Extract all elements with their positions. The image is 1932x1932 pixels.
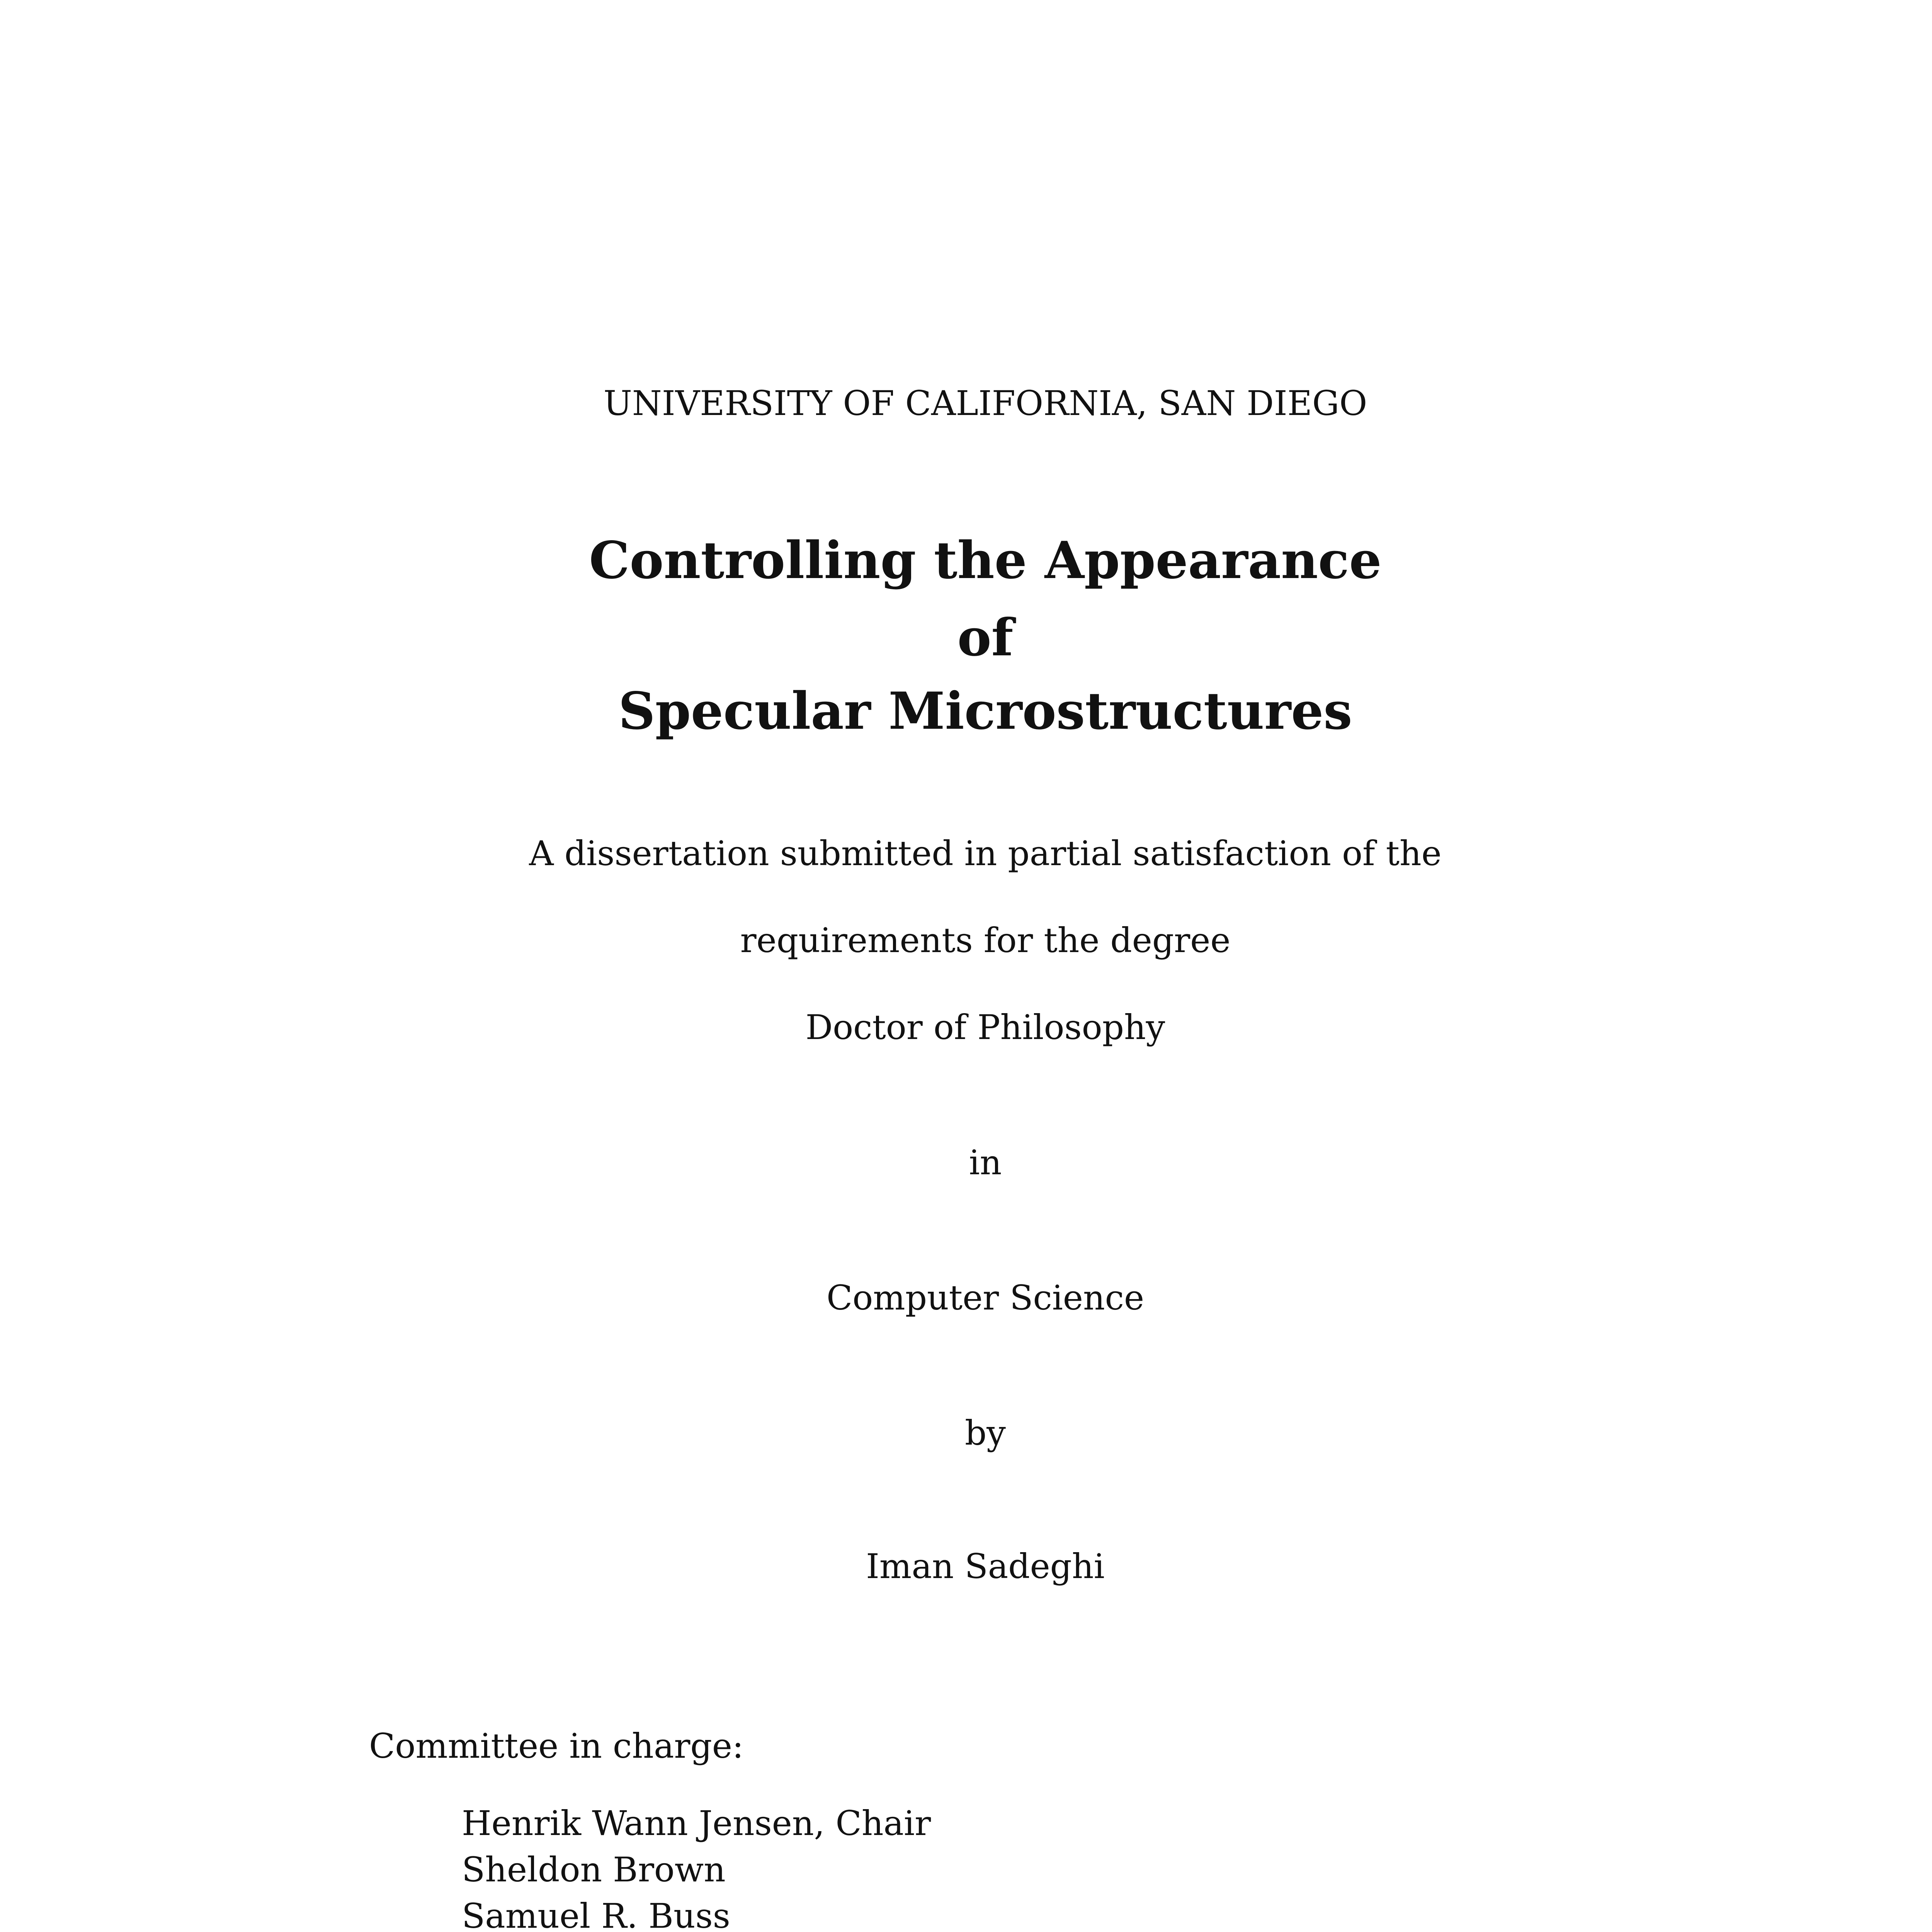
field-name: Computer Science	[826, 1278, 1145, 1318]
submission-statement-line-2: requirements for the degree	[740, 920, 1231, 960]
dissertation-title-line-2: of	[957, 608, 1014, 668]
university-name: UNIVERSITY OF CALIFORNIA, SAN DIEGO	[603, 383, 1367, 423]
dissertation-title-line-3: Specular Microstructures	[618, 681, 1352, 741]
degree-name: Doctor of Philosophy	[805, 1007, 1165, 1047]
committee-member-chair: Henrik Wann Jensen, Chair	[462, 1803, 931, 1843]
author-prefix: by	[964, 1413, 1006, 1453]
field-prefix: in	[969, 1143, 1002, 1182]
committee-member: Sheldon Brown	[462, 1850, 726, 1889]
committee-member: Samuel R. Buss	[462, 1896, 730, 1932]
dissertation-title-line-1: Controlling the Appearance	[589, 531, 1382, 590]
author-name: Iman Sadeghi	[866, 1546, 1105, 1586]
submission-statement-line-1: A dissertation submitted in partial satisfaction of the	[529, 833, 1442, 873]
committee-heading: Committee in charge:	[369, 1726, 744, 1766]
